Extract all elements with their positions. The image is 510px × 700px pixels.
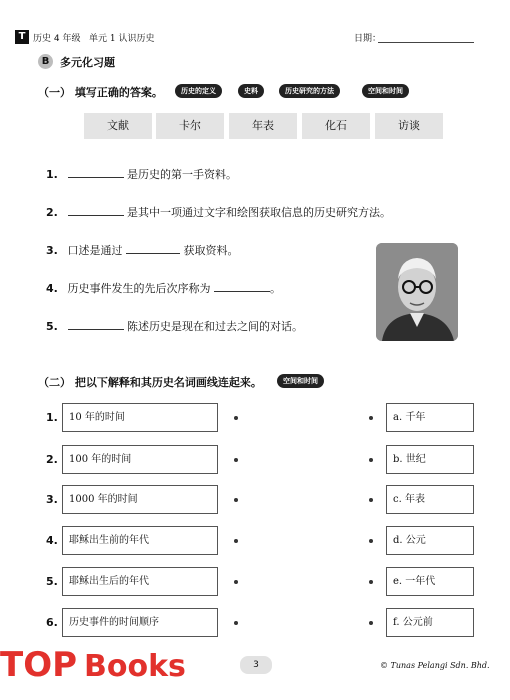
question-number: 3.: [46, 244, 58, 257]
match-term: 一年代: [405, 576, 436, 587]
date-label: 日期：: [354, 34, 382, 44]
tag-space-time: 空间和时间: [362, 84, 409, 98]
match-number: 5.: [46, 575, 58, 588]
answer-blank[interactable]: [68, 176, 124, 178]
question-text-post: 。: [270, 282, 281, 295]
match-left-dot[interactable]: [234, 458, 238, 462]
part1-title: （一） 填写正确的答案。: [38, 86, 163, 99]
match-right-dot[interactable]: [369, 580, 373, 584]
match-term: 千年: [405, 412, 426, 423]
word-bank-item: 文献: [84, 113, 152, 139]
word-bank-item: 化石: [302, 113, 370, 139]
answer-blank[interactable]: [68, 328, 124, 330]
header-subject: 历史 4 年级: [33, 34, 81, 44]
question-number: 2.: [46, 206, 58, 219]
match-left-dot[interactable]: [234, 580, 238, 584]
question-3: [46, 242, 239, 258]
match-right-item[interactable]: [386, 567, 474, 596]
watermark-top-text: TOP: [0, 645, 78, 685]
match-left-item[interactable]: 100 年的时间: [62, 445, 218, 474]
publisher-logo: T: [15, 30, 29, 44]
tag-research-method: 历史研究的方法: [279, 84, 340, 98]
question-2: [46, 204, 391, 220]
match-letter: d.: [393, 535, 403, 546]
match-letter: b.: [393, 454, 403, 465]
section-letter-badge: B: [38, 54, 53, 69]
match-number: 4.: [46, 534, 58, 547]
question-text-post: 是历史的第一手资料。: [123, 168, 237, 181]
question-5: [46, 318, 303, 334]
match-number: 6.: [46, 616, 58, 629]
watermark-books-text: Books: [84, 649, 186, 684]
tag-history-definition: 历史的定义: [175, 84, 222, 98]
match-right-dot[interactable]: [369, 498, 373, 502]
question-1: [46, 166, 237, 182]
match-right-dot[interactable]: [369, 539, 373, 543]
question-number: 4.: [46, 282, 58, 295]
historian-photo: [376, 243, 458, 341]
match-left-dot[interactable]: [234, 621, 238, 625]
match-right-item[interactable]: [386, 608, 474, 637]
match-number: 3.: [46, 493, 58, 506]
word-bank-item: 年表: [229, 113, 297, 139]
match-left-item[interactable]: 1000 年的时间: [62, 485, 218, 514]
tag-sources: 史料: [238, 84, 264, 98]
match-right-item[interactable]: [386, 403, 474, 432]
match-term: 年表: [404, 494, 425, 505]
copyright-text: © Tunas Pelangi Sdn. Bhd.: [380, 661, 490, 670]
question-text-pre: 口述是通过: [67, 244, 126, 257]
question-text-pre: 历史事件发生的先后次序称为: [67, 282, 214, 295]
match-left-item[interactable]: 耶稣出生后的年代: [62, 567, 218, 596]
match-number: 1.: [46, 411, 58, 424]
answer-blank[interactable]: [68, 214, 124, 216]
topbooks-watermark-logo: [0, 638, 246, 688]
match-left-dot[interactable]: [234, 498, 238, 502]
page-number: 3: [240, 656, 272, 674]
match-right-dot[interactable]: [369, 416, 373, 420]
match-right-item[interactable]: [386, 485, 474, 514]
question-4: [46, 280, 281, 296]
match-letter: f.: [393, 617, 400, 628]
match-term: 世纪: [405, 454, 426, 465]
date-line[interactable]: [378, 42, 474, 43]
part2-title: （二） 把以下解释和其历史名词画线连起来。: [38, 376, 262, 389]
header-unit: 单元 1 认识历史: [89, 34, 155, 44]
section-title: 多元化习题: [60, 56, 115, 69]
match-left-dot[interactable]: [234, 539, 238, 543]
word-bank-item: 卡尔: [156, 113, 224, 139]
match-left-dot[interactable]: [234, 416, 238, 420]
match-term: 公元前: [402, 617, 433, 628]
tag-space-time: 空间和时间: [277, 374, 324, 388]
match-left-item[interactable]: 耶稣出生前的年代: [62, 526, 218, 555]
match-number: 2.: [46, 453, 58, 466]
question-number: 1.: [46, 168, 58, 181]
match-right-dot[interactable]: [369, 621, 373, 625]
question-number: 5.: [46, 320, 58, 333]
match-left-item[interactable]: 历史事件的时间顺序: [62, 608, 218, 637]
question-text-post: 获取资料。: [180, 244, 239, 257]
match-term: 公元: [405, 535, 426, 546]
match-left-item[interactable]: 10 年的时间: [62, 403, 218, 432]
match-letter: e.: [393, 576, 403, 587]
question-text-post: 是其中一项通过文字和绘图获取信息的历史研究方法。: [123, 206, 391, 219]
match-right-dot[interactable]: [369, 458, 373, 462]
word-bank-item: 访谈: [375, 113, 443, 139]
match-letter: a.: [393, 412, 403, 423]
question-text-post: 陈述历史是现在和过去之间的对话。: [123, 320, 303, 333]
match-letter: c.: [393, 494, 402, 505]
answer-blank[interactable]: [126, 252, 180, 254]
match-right-item[interactable]: [386, 526, 474, 555]
match-right-item[interactable]: [386, 445, 474, 474]
answer-blank[interactable]: [214, 290, 270, 292]
